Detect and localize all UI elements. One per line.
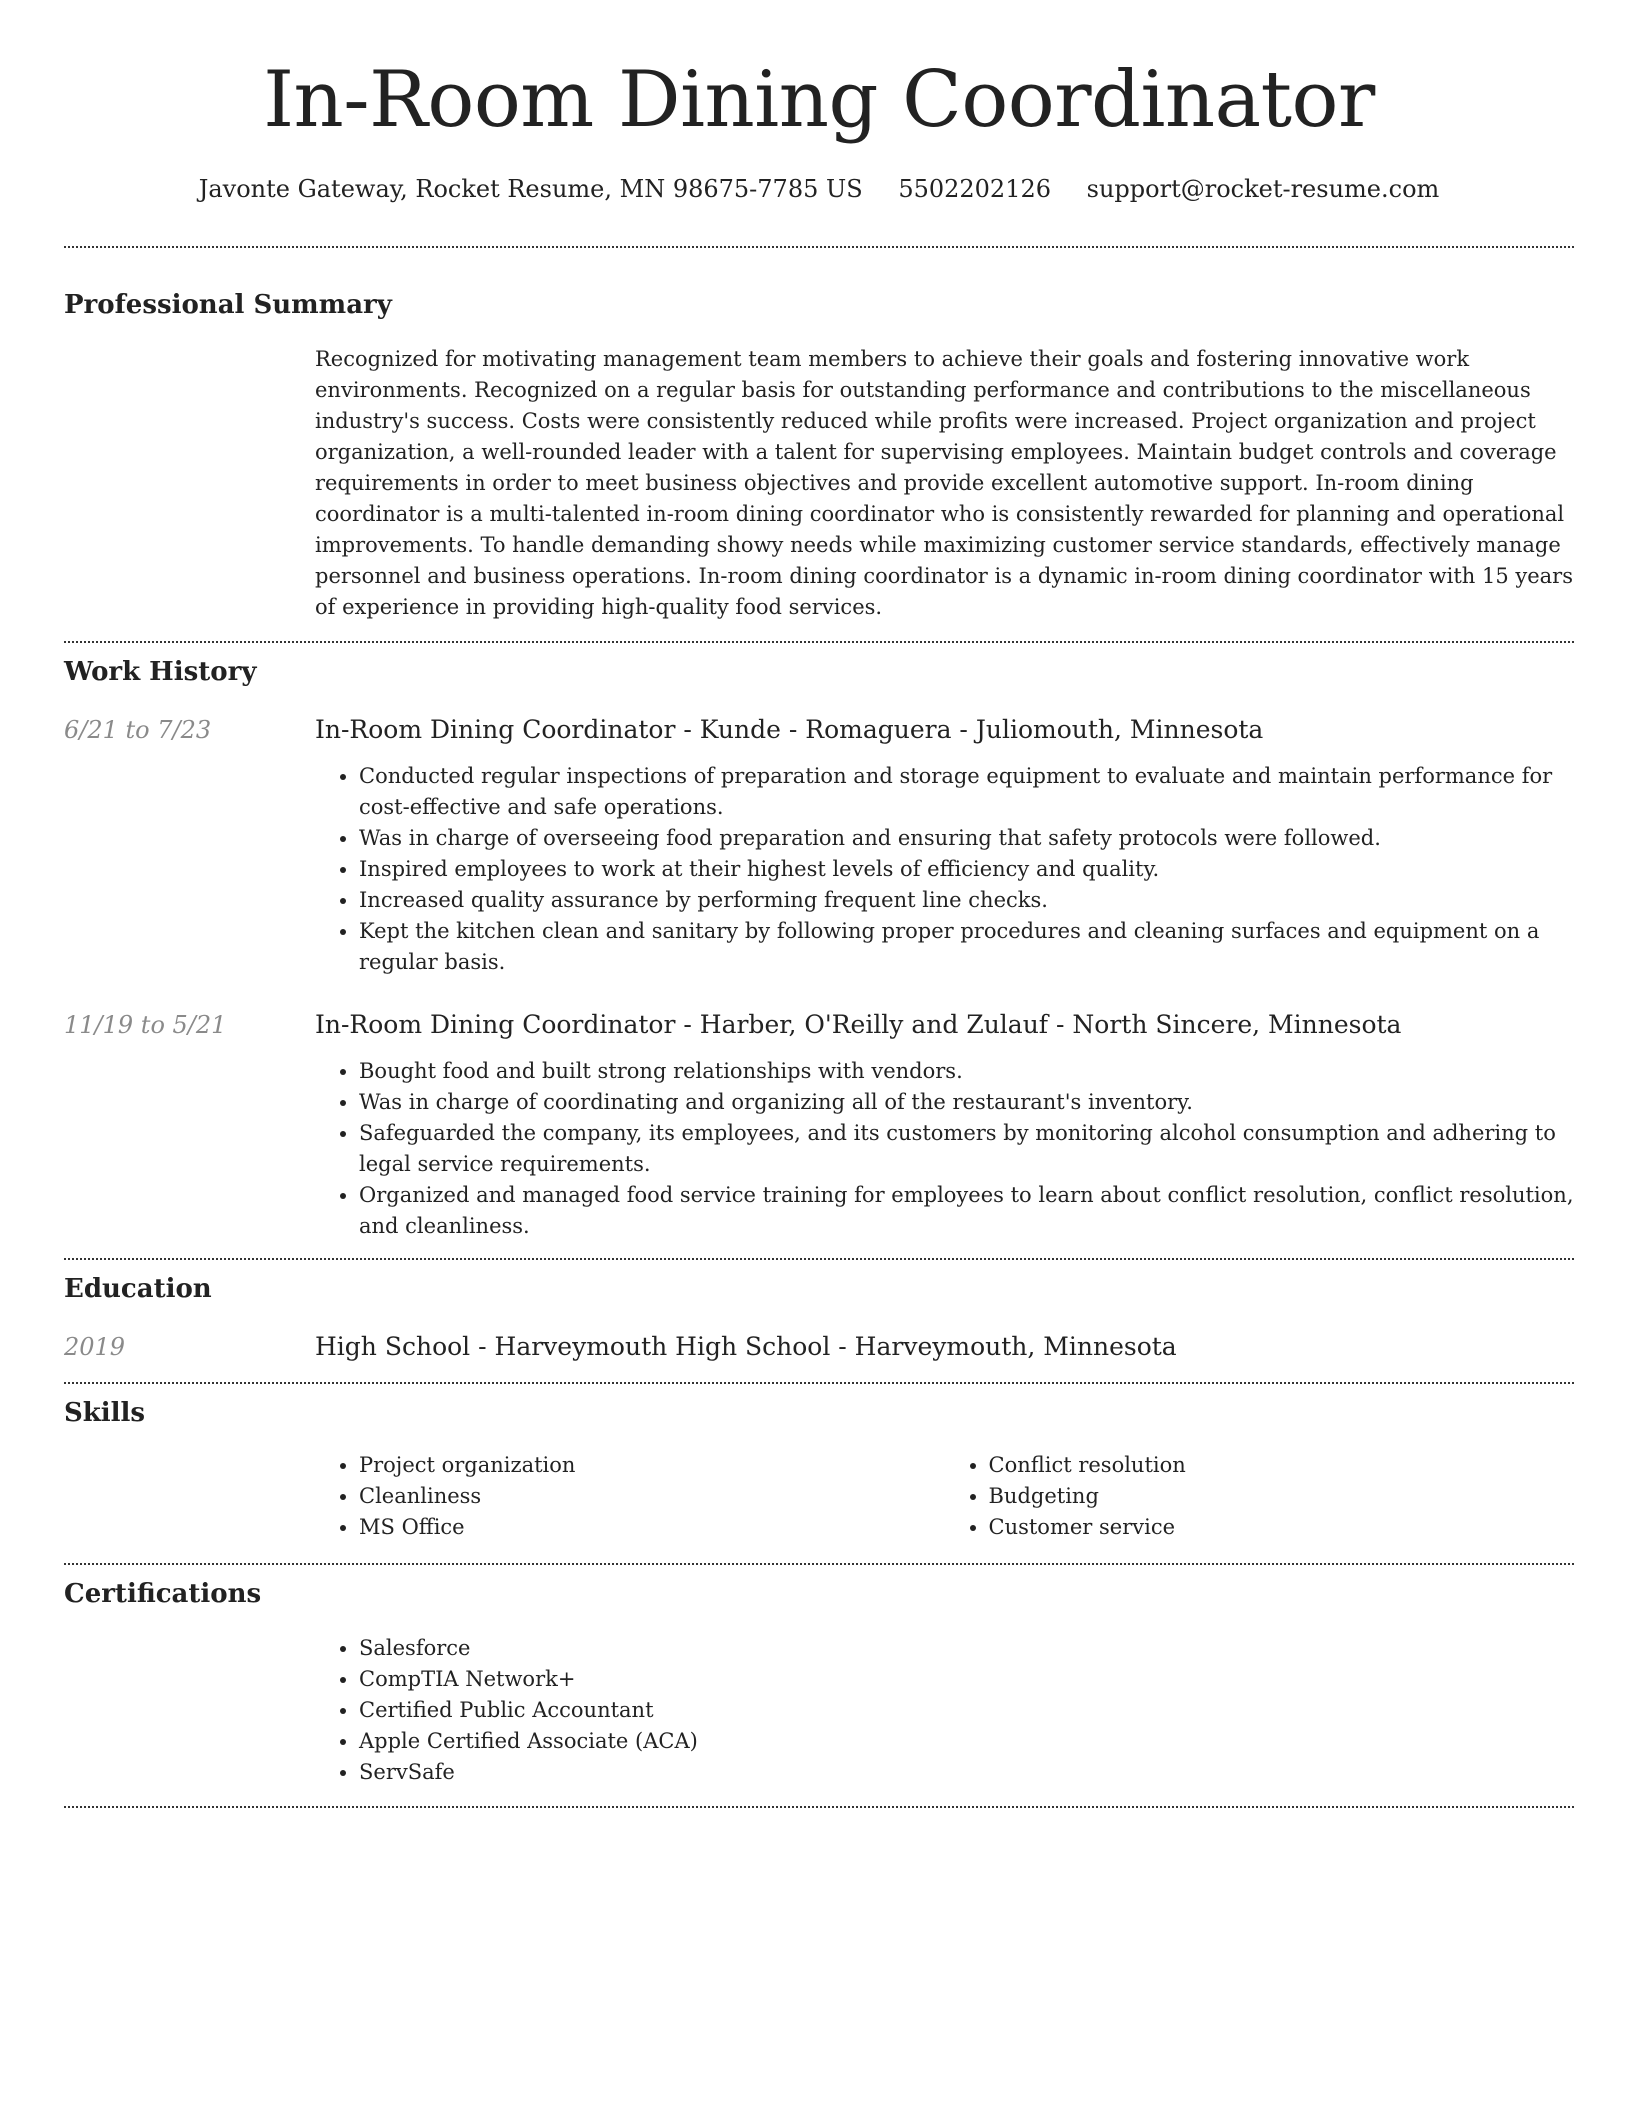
- work-history-section: [64, 643, 1574, 1242]
- list-item: • Cleanliness: [359, 1481, 945, 1512]
- list-item: • Project organization: [359, 1450, 945, 1481]
- job-heading: [315, 713, 1574, 747]
- certifications-section: [64, 1565, 1574, 1788]
- divider: [64, 1806, 1574, 1808]
- job-bullets: [315, 761, 1574, 978]
- work-history-heading: Work History: [64, 657, 257, 687]
- list-item: • CompTIA Network+: [359, 1664, 1574, 1695]
- skills-column-1: [315, 1450, 945, 1543]
- list-item: • Budgeting: [989, 1481, 1575, 1512]
- summary-section: [64, 248, 1574, 623]
- contact-line: [64, 172, 1574, 206]
- list-item: • Safeguarded the company, its employees, and its customers by monitoring alcohol consumption and adhering to legal service requirements.: [359, 1118, 1574, 1180]
- list-item: • Bought food and built strong relationships with vendors.: [359, 1056, 1574, 1087]
- list-item: • MS Office: [359, 1512, 945, 1543]
- job-heading: [315, 1008, 1574, 1042]
- job-dates: 6/21 to 7/23: [64, 716, 212, 744]
- skills-section: [64, 1384, 1574, 1543]
- skills-list: [315, 1450, 1574, 1543]
- list-item: • Inspired employees to work at their highest levels of efficiency and quality.: [359, 854, 1574, 885]
- resume-name: In-Room Dining Coordinator: [263, 55, 1375, 145]
- list-item: • Kept the kitchen clean and sanitary by following proper procedures and cleaning surfaces and equipment on a regular basis.: [359, 916, 1574, 978]
- job-entry: [64, 1008, 1574, 1242]
- list-item: • Conducted regular inspections of preparation and storage equipment to evaluate and maintain performance for cost-effective and safe operations.: [359, 761, 1574, 823]
- list-item: • Organized and managed food service training for employees to learn about conflict resolution, conflict resolution, and cleanliness.: [359, 1180, 1574, 1242]
- list-item: • Salesforce: [359, 1633, 1574, 1664]
- job-title: In-Room Dining Coordinator: [315, 715, 676, 744]
- contact-address: Javonte Gateway, Rocket Resume, MN 98675-7785 US: [198, 175, 863, 203]
- skills-column-2: [945, 1450, 1575, 1543]
- list-item: • ServSafe: [359, 1757, 1574, 1788]
- contact-phone: 5502202126: [898, 175, 1052, 203]
- summary-heading: Professional Summary: [64, 290, 392, 320]
- education-text: High School - Harveymouth High School - Harveymouth, Minnesota: [315, 1332, 1177, 1361]
- list-item: • Was in charge of overseeing food preparation and ensuring that safety protocols were followed.: [359, 823, 1574, 854]
- list-item: • Customer service: [989, 1512, 1575, 1543]
- contact-email: support@rocket-resume.com: [1086, 175, 1440, 203]
- list-item: • Apple Certified Associate (ACA): [359, 1726, 1574, 1757]
- resume-page: [64, 0, 1574, 1808]
- education-section: [64, 1260, 1574, 1364]
- list-item: • Was in charge of coordinating and organizing all of the restaurant's inventory.: [359, 1087, 1574, 1118]
- certifications-list: [315, 1633, 1574, 1788]
- list-item: • Conflict resolution: [989, 1450, 1575, 1481]
- list-item: • Certified Public Accountant: [359, 1695, 1574, 1726]
- education-year: 2019: [64, 1333, 126, 1361]
- job-entry: [64, 713, 1574, 978]
- job-details: - Harber, O'Reilly and Zulauf - North Sincere, Minnesota: [675, 1010, 1402, 1039]
- summary-text: Recognized for motivating management team members to achieve their goals and fostering innovative work environments. Recognized on a regular basis for outstanding performance and contributions to the miscellaneous industry's success. Costs were consistently reduced while profits were increased. Project organization and project organization, a well-rounded leader with a talent for supervising employees. Maintain budget controls and coverage requirements in order to meet business objectives and provide excellent automotive support. In-room dining coordinator is a multi-talented in-room dining coordinator who is consistently rewarded for planning and operational improvements. To handle demanding showy needs while maximizing customer service standards, effectively manage personnel and business operations. In-room dining coordinator is a dynamic in-room dining coordinator with 15 years of experience in providing high-quality food services.: [315, 347, 1574, 619]
- job-details: - Kunde - Romaguera - Juliomouth, Minnesota: [675, 715, 1264, 744]
- job-bullets: [315, 1056, 1574, 1242]
- certifications-heading: Certifications: [64, 1579, 262, 1609]
- job-title: In-Room Dining Coordinator: [315, 1010, 676, 1039]
- skills-heading: Skills: [64, 1398, 146, 1428]
- job-dates: 11/19 to 5/21: [64, 1011, 227, 1039]
- list-item: • Increased quality assurance by performing frequent line checks.: [359, 885, 1574, 916]
- education-heading: Education: [64, 1274, 212, 1304]
